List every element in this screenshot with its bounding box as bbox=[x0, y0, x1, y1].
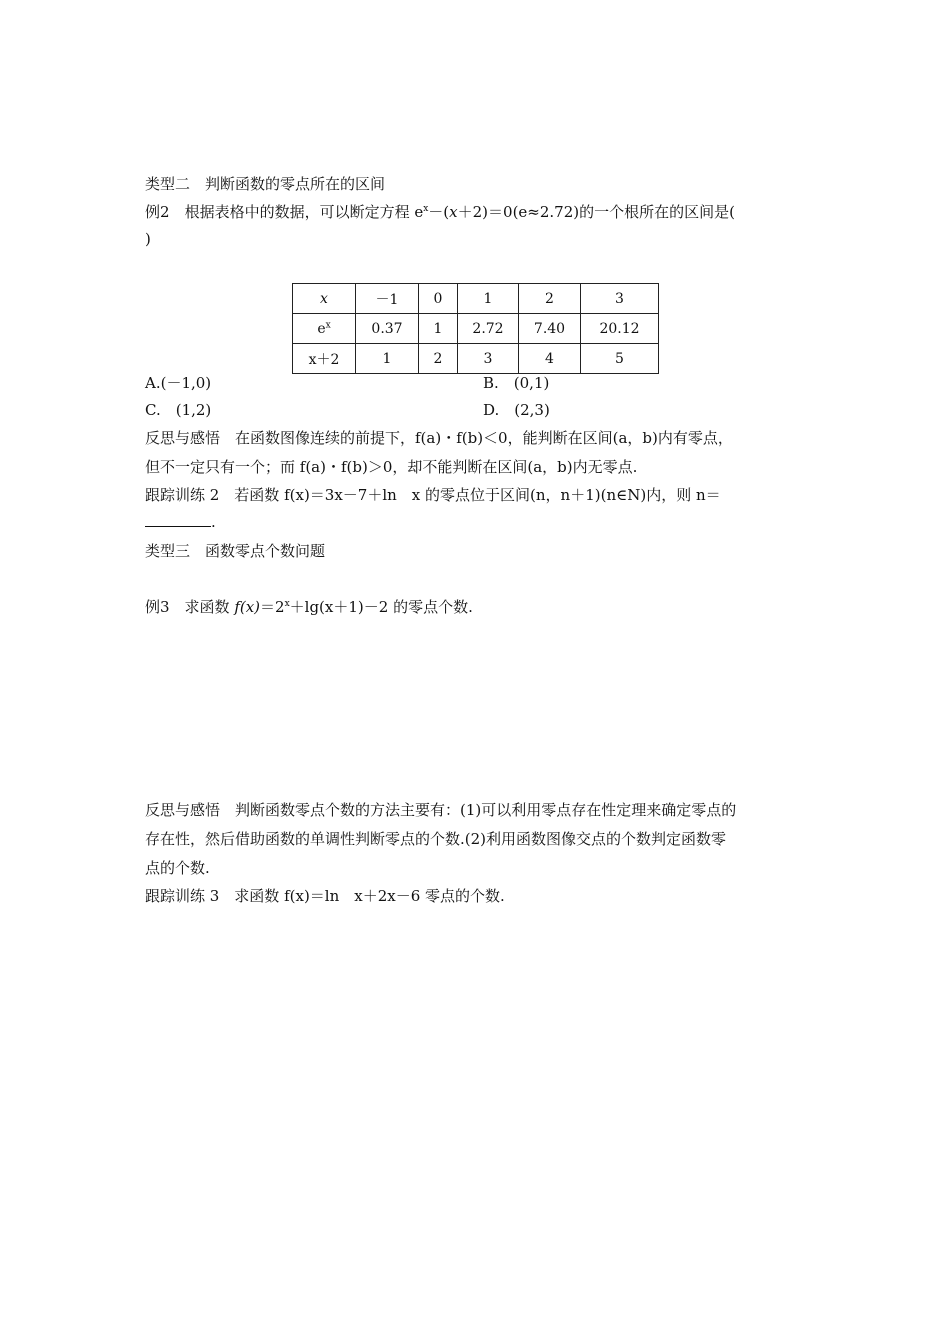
reflection2-line1: 反思与感悟 在函数图像连续的前提下，f(a)・f(b)＜0，能判断在区间(a，b)内有零点， bbox=[145, 429, 733, 447]
option-b: B. (0,1) bbox=[483, 374, 550, 392]
example2-label: 例2 bbox=[145, 203, 170, 221]
section-heading-type2: 类型二 判断函数的零点所在的区间 bbox=[145, 175, 386, 193]
table-row: x －1 0 1 2 3 bbox=[293, 284, 659, 314]
example2-close-paren: ) bbox=[145, 230, 151, 248]
answer-blank bbox=[145, 512, 211, 527]
data-table bbox=[292, 283, 659, 374]
reflection3-line3: 点的个数. bbox=[145, 859, 210, 877]
option-c: C. (1,2) bbox=[145, 401, 212, 419]
example2-question: 例2 根据表格中的数据，可以断定方程 $e^x-(x+2)=0(e\approx 2.72)$的一个根所在的区间是( bbox=[145, 203, 735, 221]
option-d: D. (2,3) bbox=[483, 401, 550, 419]
practice2-question: 跟踪训练 2 若函数 f(x)＝3x－7＋ln x 的零点位于区间(n，n＋1)(n∈N)内，则 n＝ bbox=[145, 486, 721, 504]
reflection3-line1: 反思与感悟 判断函数零点个数的方法主要有：(1)可以利用零点存在性定理来确定零点的 bbox=[145, 801, 737, 819]
table-row: x＋2 1 2 3 4 5 bbox=[293, 344, 659, 374]
table-row: $e^x$ 0.37 1 2.72 7.40 20.12 bbox=[293, 314, 659, 344]
reflection2-line2: 但不一定只有一个；而 f(a)・f(b)＞0，却不能判断在区间(a，b)内无零点. bbox=[145, 458, 638, 476]
section-heading-type3: 类型三 函数零点个数问题 bbox=[145, 542, 326, 560]
reflection3-line2: 存在性，然后借助函数的单调性判断零点的个数.(2)利用函数图像交点的个数判定函数零 bbox=[145, 830, 727, 848]
example3-question: 例3 求函数 $f(x)=2^x+\lg(x+1)-2$ 的零点个数. bbox=[145, 598, 473, 616]
practice2-answer-line: . bbox=[145, 512, 216, 532]
ex-cell: $e^x$ bbox=[293, 314, 356, 344]
practice3-question: 跟踪训练 3 求函数 f(x)＝ln x＋2x－6 零点的个数. bbox=[145, 887, 505, 905]
option-a: A.(－1,0) bbox=[145, 374, 212, 392]
